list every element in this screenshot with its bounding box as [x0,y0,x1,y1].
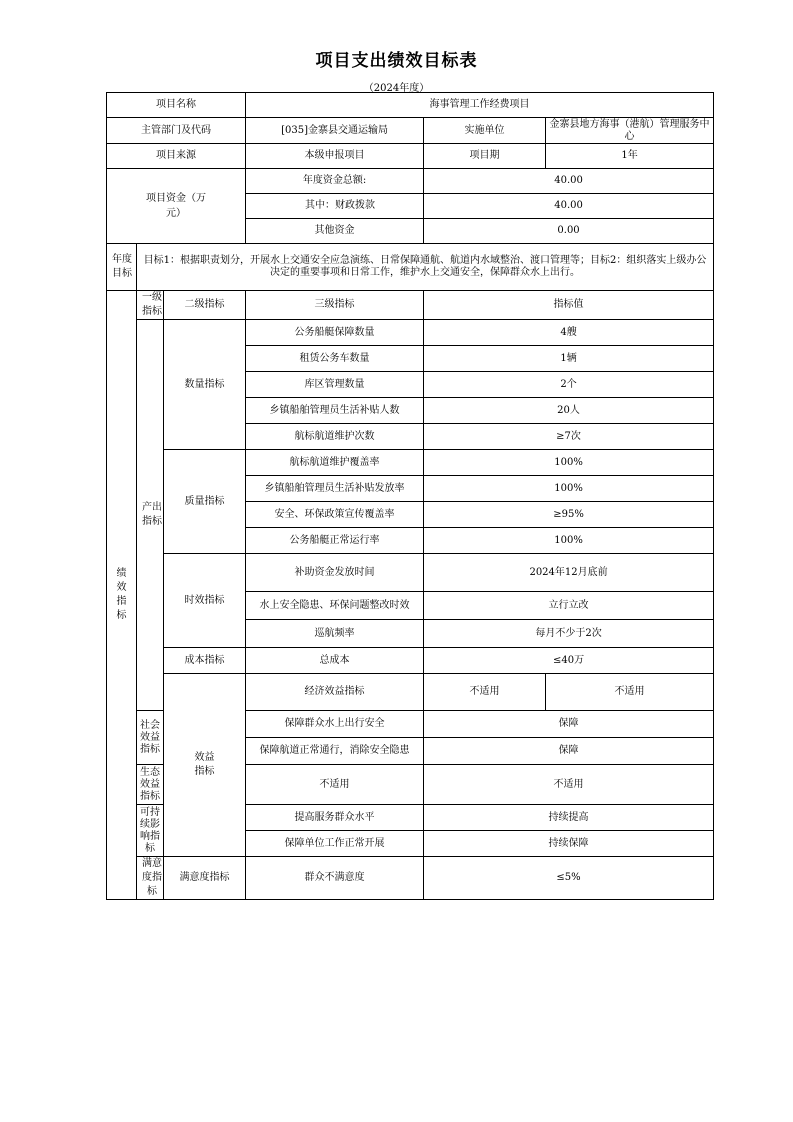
indicator-value: 不适用 [424,765,714,805]
row-goal [107,244,714,291]
indicator-name: 公务船艇正常运行率 [246,528,424,554]
funds-total-value: 40.00 [424,169,714,194]
indicator-name: 提高服务群众水平 [246,805,424,831]
funds-label-text: 项目资金（万元） [146,193,207,219]
table-row [107,320,714,346]
funds-fiscal-label: 其中：财政拨款 [246,194,424,219]
indicator-name: 乡镇船舶管理员生活补贴发放率 [246,476,424,502]
perf-label-text: 绩效指标 [116,568,127,621]
indicator-name: 保障航道正常通行，消除安全隐患 [246,738,424,765]
page-title: 项目支出绩效目标表 [315,51,478,71]
year-label: （2024年度） [363,83,430,94]
goal-label-text: 年度目标 [112,254,132,279]
indicator-value: ≥95% [424,502,714,528]
indicator-name: 水上安全隐患、环保问题整改时效 [246,592,424,620]
col-level1 [137,291,164,320]
funds-other-label: 其他资金 [246,219,424,244]
indicator-name: 保障群众水上出行安全 [246,711,424,738]
performance-table [106,92,714,900]
indicator-name: 不适用 [246,765,424,805]
indicator-value: 立行立改 [424,592,714,620]
indicator-name: 巡航频率 [246,620,424,648]
indicator-value: 2024年12月底前 [424,554,714,592]
output-label-text: 产出指标 [142,502,162,527]
indicator-name: 航标航道维护覆盖率 [246,450,424,476]
impl-value: 金寨县地方海事（港航）管理服务中心 [546,118,714,144]
indicator-value: 100% [424,450,714,476]
table-row [107,450,714,476]
period-value: 1年 [546,144,714,169]
indicator-name: 乡镇船舶管理员生活补贴人数 [246,398,424,424]
project-name-value: 海事管理工作经费项目 [246,93,714,118]
indicator-value: 每月不少于2次 [424,620,714,648]
row-funds-total [107,169,714,194]
table-row [107,648,714,674]
table-row [107,674,714,711]
dept-value: [035]金寨县交通运输局 [246,118,424,144]
timeliness-label: 时效指标 [164,554,246,648]
benefit-label [164,674,246,857]
output-label [137,320,164,711]
indicator-value: 持续保障 [424,831,714,857]
satisfaction-label-text: 满意度指标 [142,858,162,897]
row-columns [107,291,714,320]
indicator-name: 群众不满意度 [246,857,424,900]
indicator-value: 100% [424,476,714,502]
social-label: 社会效益指标 [137,711,164,765]
satisfaction-level2: 满意度指标 [164,857,246,900]
source-label: 项目来源 [107,144,246,169]
indicator-value: 保障 [424,711,714,738]
funds-other-value: 0.00 [424,219,714,244]
indicator-name: 公务船艇保障数量 [246,320,424,346]
indicator-value: 20人 [424,398,714,424]
funds-total-label: 年度资金总额: [246,169,424,194]
indicator-value: ≤5% [424,857,714,900]
table-row [107,857,714,900]
funds-fiscal-value: 40.00 [424,194,714,219]
indicator-value: 保障 [424,738,714,765]
dept-label: 主管部门及代码 [107,118,246,144]
col-level1-text: 一级指标 [142,292,162,317]
indicator-value: 4艘 [424,320,714,346]
indicator-name: 总成本 [246,648,424,674]
indicator-name: 租赁公务车数量 [246,346,424,372]
benefit-label-text: 效益指标 [194,752,215,777]
period-label: 项目期 [424,144,546,169]
indicator-value: 2个 [424,372,714,398]
goal-text: 目标1：根据职责划分，开展水上交通安全应急演练、日常保障通航、航道内水域整治、渡口管理等；目标2：组织落实上级办公决定的重要事项和日常工作，维护水上交通安全，保障群众水上出行。 [137,244,714,291]
quantity-label: 数量指标 [164,320,246,450]
satisfaction-label [137,857,164,900]
project-name-label: 项目名称 [107,93,246,118]
indicator-value: 持续提高 [424,805,714,831]
indicator-name: 不适用 [424,674,546,711]
ecological-label: 生态效益指标 [137,765,164,805]
impl-label: 实施单位 [424,118,546,144]
indicator-name: 航标航道维护次数 [246,424,424,450]
col-value: 指标值 [424,291,714,320]
col-level3: 三级指标 [246,291,424,320]
indicator-name: 补助资金发放时间 [246,554,424,592]
indicator-value: ≥7次 [424,424,714,450]
row-dept [107,118,714,144]
indicator-name: 保障单位工作正常开展 [246,831,424,857]
indicator-value: 1辆 [424,346,714,372]
indicator-name: 库区管理数量 [246,372,424,398]
quality-label: 质量指标 [164,450,246,554]
indicator-name: 安全、环保政策宣传覆盖率 [246,502,424,528]
col-level2: 二级指标 [164,291,246,320]
row-source [107,144,714,169]
source-value: 本级申报项目 [246,144,424,169]
indicator-value: ≤40万 [424,648,714,674]
cost-label: 成本指标 [164,648,246,674]
table-row [107,554,714,592]
goal-label [107,244,137,291]
economic-label: 经济效益指标 [246,674,424,711]
indicator-value: 100% [424,528,714,554]
sustainable-label: 可持续影响指标 [137,805,164,857]
perf-label [107,291,137,900]
funds-label [107,169,246,244]
indicator-value: 不适用 [546,674,714,711]
row-project-name [107,93,714,118]
